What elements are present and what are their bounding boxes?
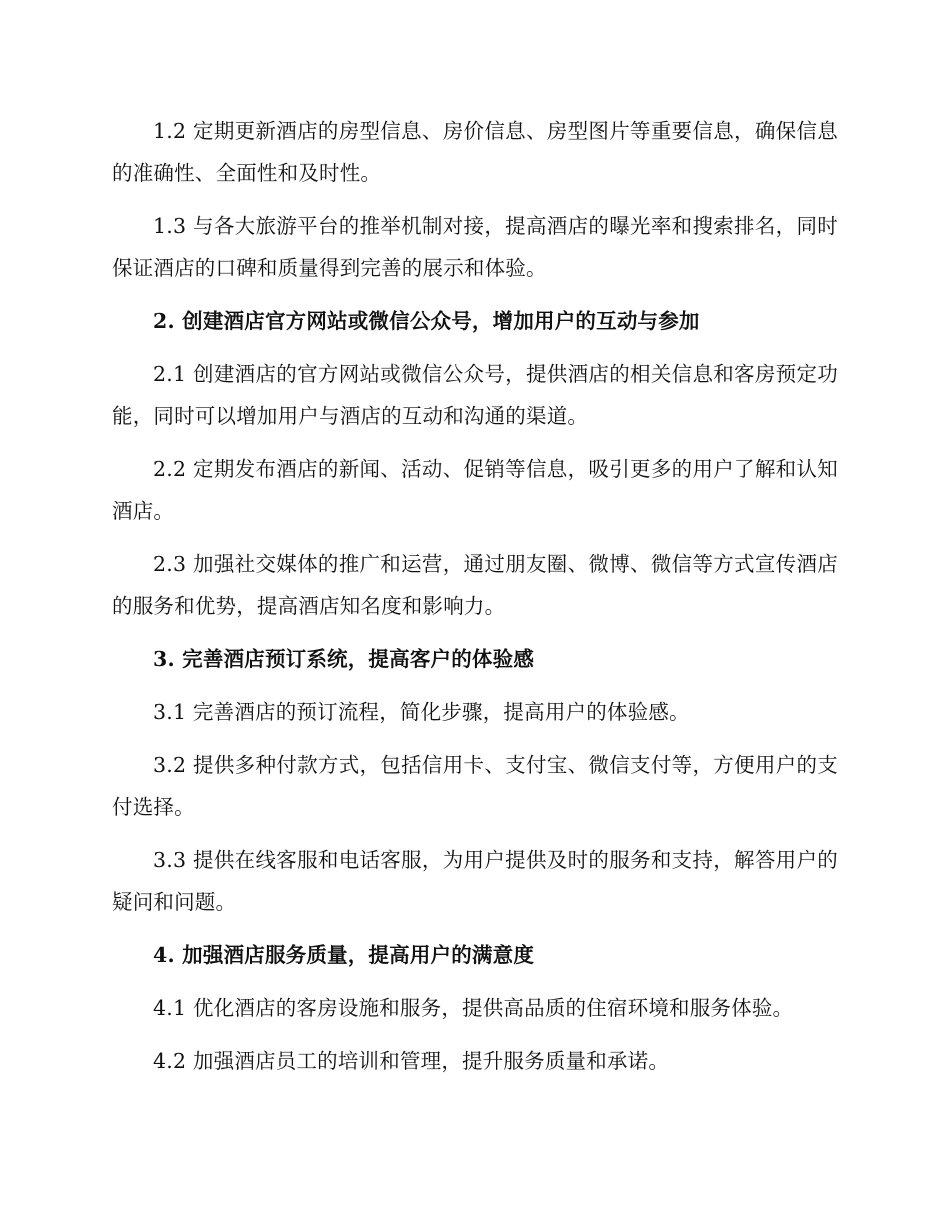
paragraph-1-3: 1.3 与各大旅游平台的推举机制对接，提高酒店的曝光率和搜索排名，同时保证酒店的口碑和质量得到完善的展示和体验。 xyxy=(112,214,838,280)
paragraph-2-2: 2.2 定期发布酒店的新闻、活动、促销等信息，吸引更多的用户了解和认知酒店。 xyxy=(112,457,838,523)
paragraph-3-3: 3.3 提供在线客服和电话客服，为用户提供及时的服务和支持，解答用户的疑问和问题。 xyxy=(112,848,838,914)
document-page xyxy=(112,110,838,1093)
paragraph-3-1: 3.1 完善酒店的预订流程，简化步骤，提高用户的体验感。 xyxy=(153,700,690,724)
paragraph-3-2: 3.2 提供多种付款方式，包括信用卡、支付宝、微信支付等，方便用户的支付选择。 xyxy=(112,753,838,819)
paragraph-2-3: 2.3 加强社交媒体的推广和运营，通过朋友圈、微博、微信等方式宣传酒店的服务和优势，提高酒店知名度和影响力。 xyxy=(112,552,838,618)
paragraph-1-2: 1.2 定期更新酒店的房型信息、房价信息、房型图片等重要信息，确保信息的准确性、全面性和及时性。 xyxy=(112,119,838,185)
section-heading-2: 2. 创建酒店官方网站或微信公众号，增加用户的互动与参加 xyxy=(153,309,700,333)
paragraph-4-1: 4.1 优化酒店的客房设施和服务，提供高品质的住宿环境和服务体验。 xyxy=(153,996,794,1020)
section-heading-4: 4. 加强酒店服务质量，提高用户的满意度 xyxy=(153,943,535,967)
paragraph-2-1: 2.1 创建酒店的官方网站或微信公众号，提供酒店的相关信息和客房预定功能，同时可以增加用户与酒店的互动和沟通的渠道。 xyxy=(112,362,838,428)
section-heading-3: 3. 完善酒店预订系统，提高客户的体验感 xyxy=(153,647,535,671)
paragraph-4-2: 4.2 加强酒店员工的培训和管理，提升服务质量和承诺。 xyxy=(153,1049,670,1073)
